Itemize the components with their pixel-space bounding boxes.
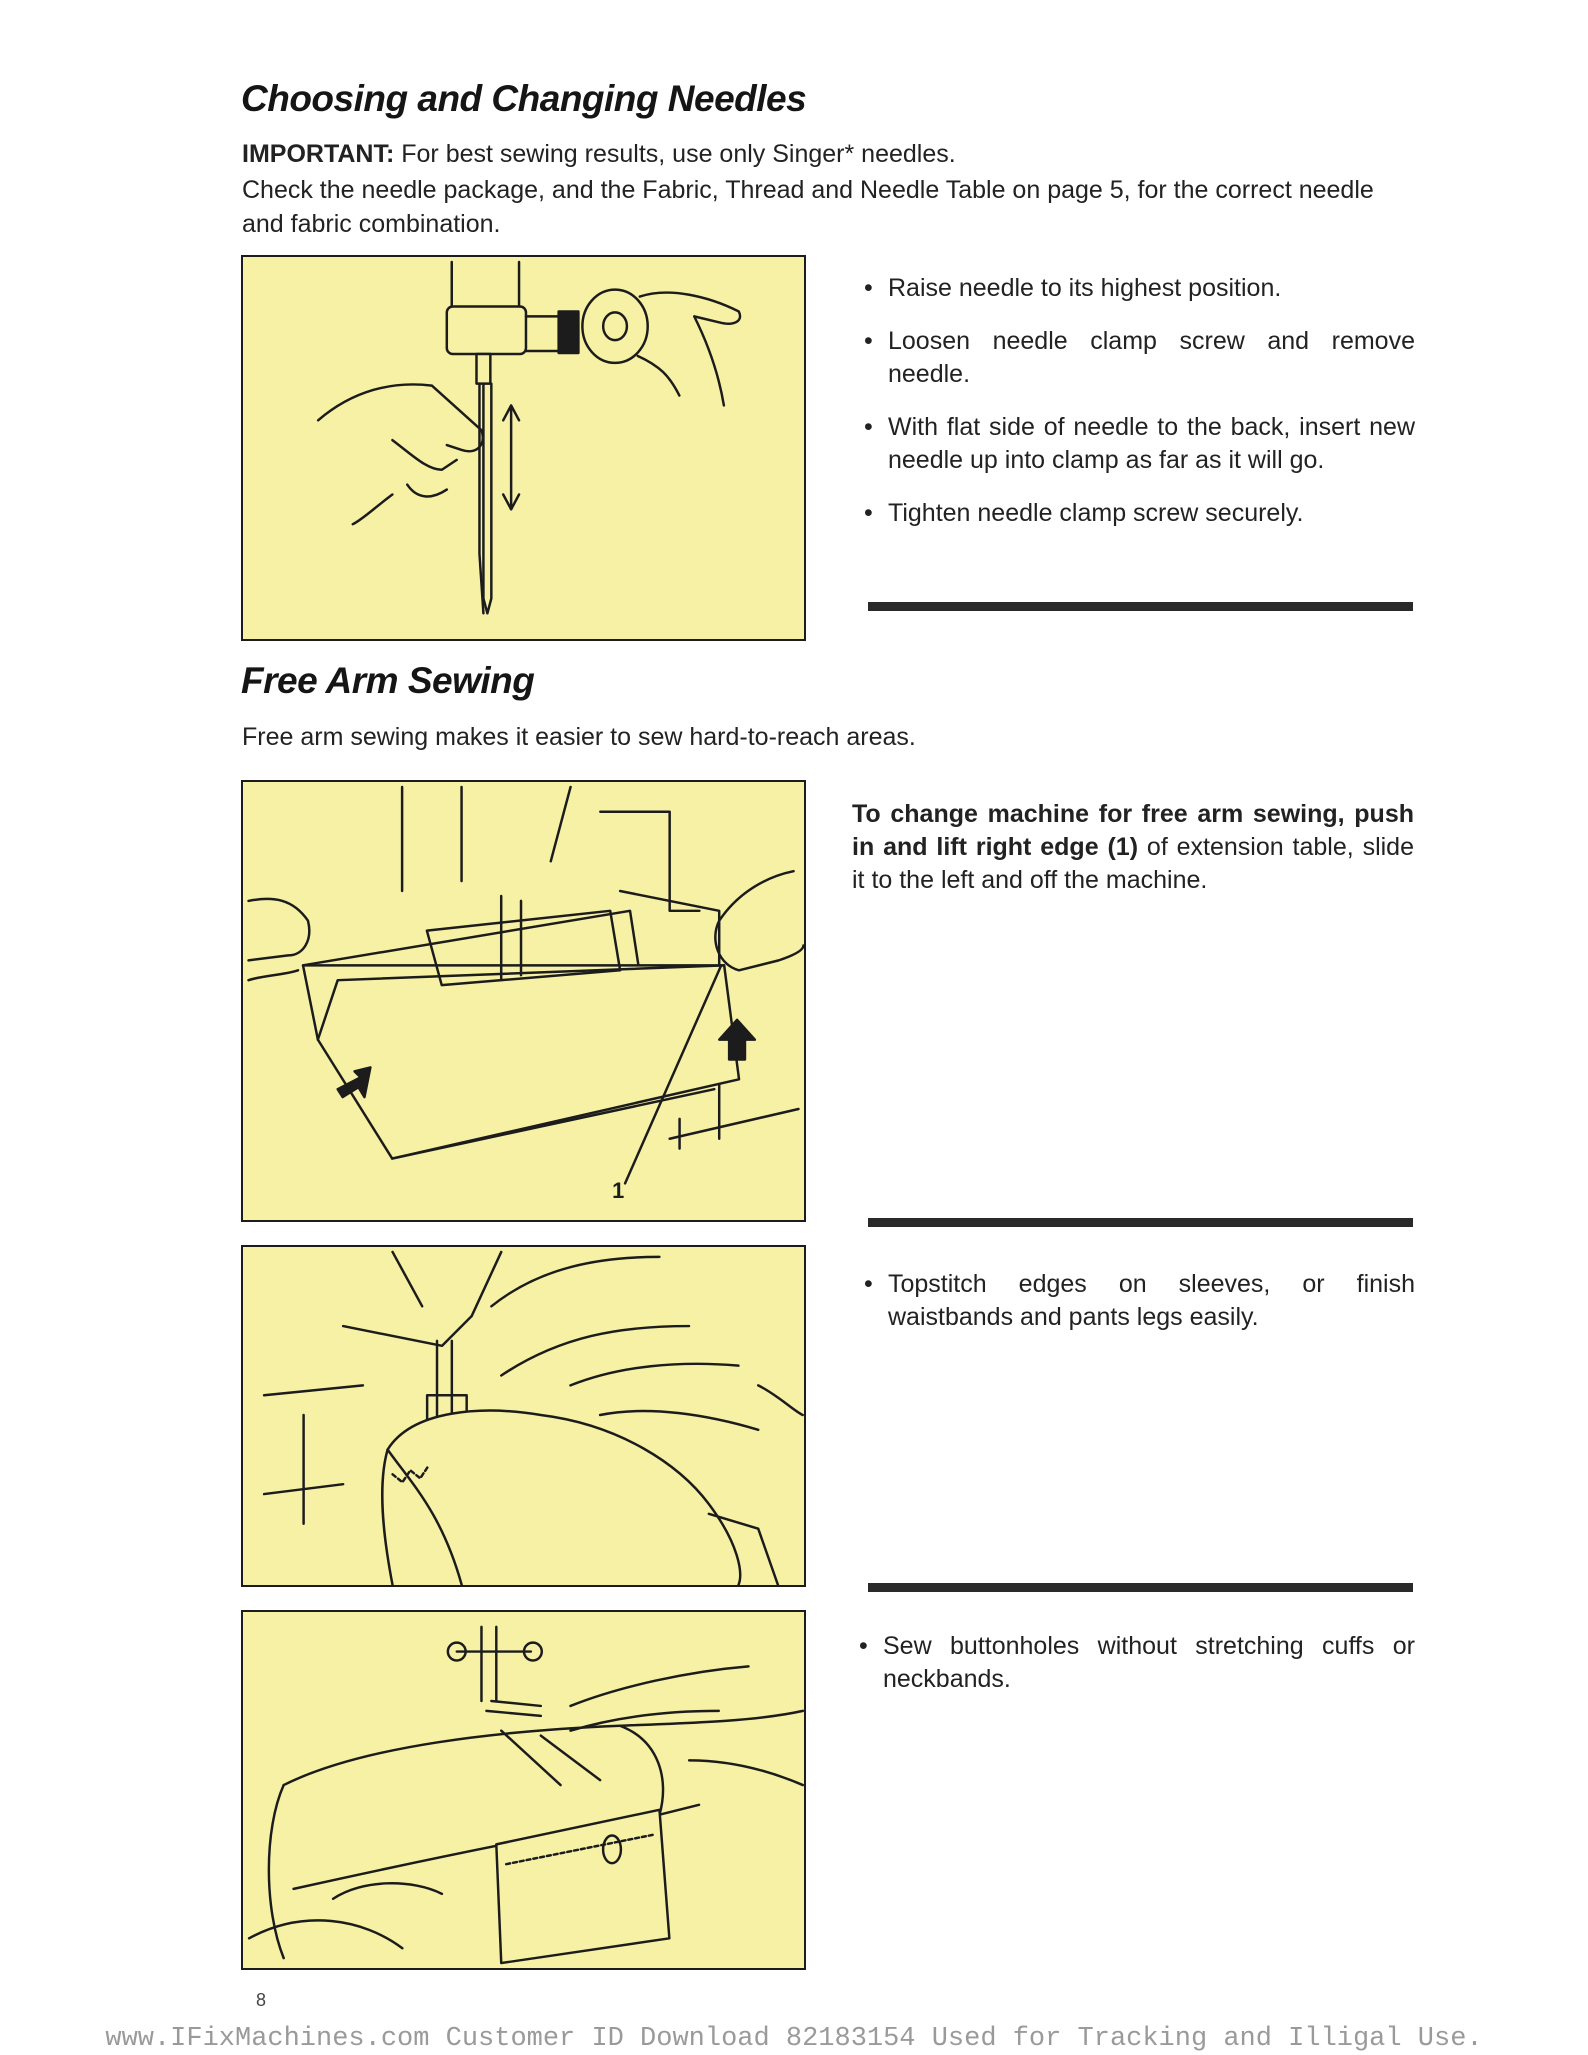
section-divider [868,602,1413,611]
topstitch-illustration [241,1245,806,1587]
important-text: For best sewing results, use only Singer* needles. [394,140,956,168]
buttonhole-illustration [241,1610,806,1970]
section-divider [868,1583,1413,1592]
needle-step-1: • Raise needle to its highest position. [860,272,1415,305]
free-arm-intro: Free arm sewing makes it easier to sew hard-to-reach areas. [242,723,916,751]
free-arm-instruction-rest: of extension table, slide it to the left and off the machine. [852,833,1414,894]
tracking-footer: www.IFixMachines.com Customer ID Download 82183154 Used for Tracking and Illigal Use. [105,2024,1483,2054]
section-divider [868,1218,1413,1227]
topstitch-list [860,1268,1415,1354]
topstitch-bullet: • Topstitch edges on sleeves, or finish waistbands and pants legs easily. [860,1268,1415,1334]
extension-table-drawing [243,782,804,1220]
buttonhole-list [855,1630,1415,1716]
needle-step-4: • Tighten needle clamp screw securely. [860,497,1415,530]
important-note [242,137,956,171]
needle-step-3: • With flat side of needle to the back, insert new needle up into clamp as far as it will go. [860,411,1415,477]
topstitch-drawing [243,1247,804,1585]
section-title-needles: Choosing and Changing Needles [241,78,807,119]
section-title-free-arm: Free Arm Sewing [241,660,535,701]
free-arm-instruction-bold: To change machine for free arm sewing, push in and lift right edge (1) [852,800,1414,861]
important-label: IMPORTANT: [242,140,395,168]
needle-check-note: Check the needle package, and the Fabric, Thread and Needle Table on page 5, for the correct needle and fabric combination. [242,176,1374,238]
needle-step-2: • Loosen needle clamp screw and remove needle. [860,325,1415,391]
extension-table-illustration [241,780,806,1222]
buttonhole-drawing [243,1612,804,1968]
callout-number: 1 [612,1178,625,1204]
page-number: 8 [256,1990,267,2010]
free-arm-instruction [852,798,1414,897]
buttonhole-bullet: • Sew buttonholes without stretching cuffs or neckbands. [855,1630,1415,1696]
needle-change-illustration [241,255,806,641]
needle-steps-list [860,272,1415,550]
needle-change-drawing [243,257,804,639]
